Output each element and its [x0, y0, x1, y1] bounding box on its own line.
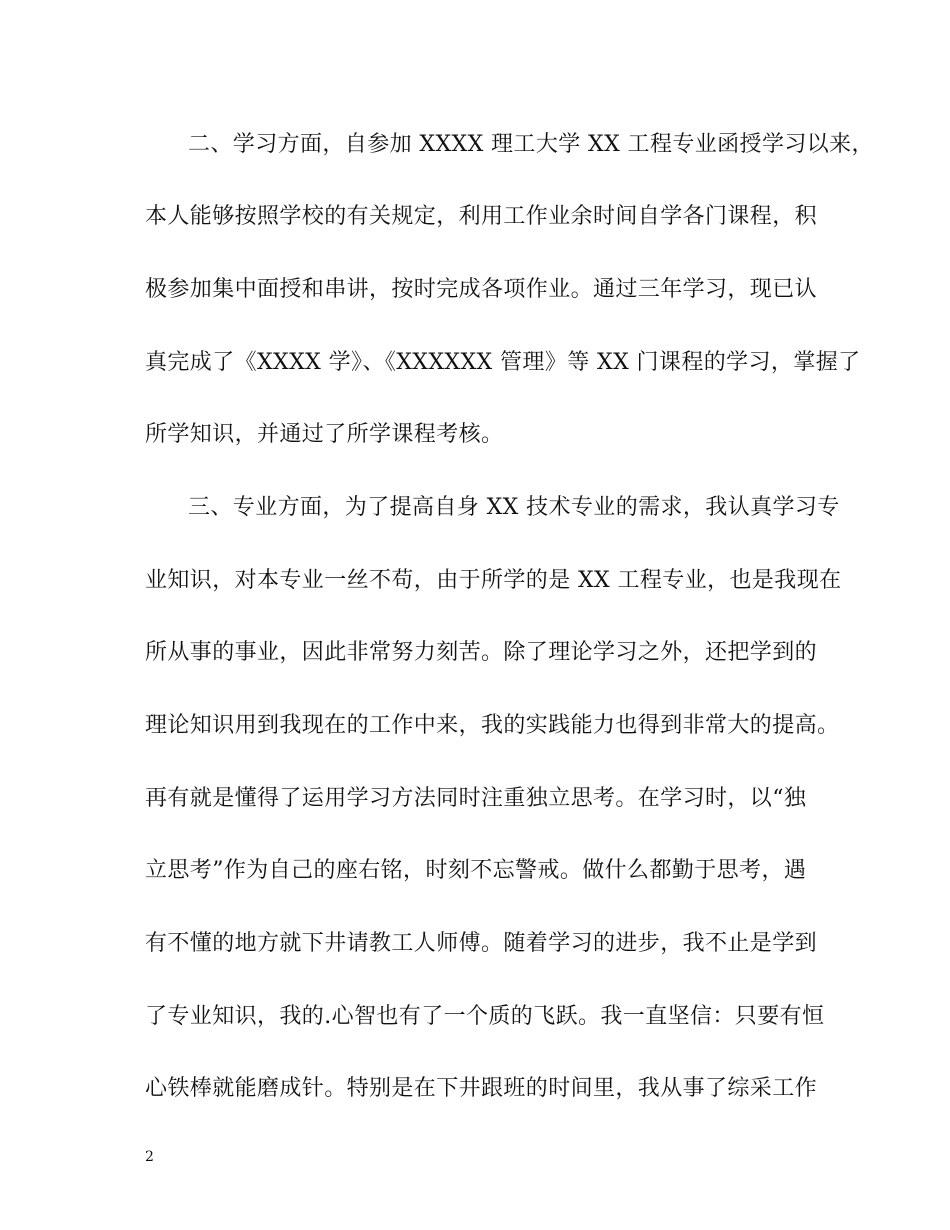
paragraph-line: 三、专业方面，为了提高自身 XX 技术专业的需求，我认真学习专 — [188, 495, 840, 520]
paragraph-line: 业知识，对本专业一丝不苟，由于所学的是 XX 工程专业，也是我现在 — [145, 568, 842, 593]
paragraph-line: 真完成了《XXXX 学》、《XXXXXX 管理》等 XX 门课程的学习，掌握了 — [145, 350, 861, 375]
page-number: 2 — [145, 1149, 154, 1165]
paragraph-line: 所学知识，并通过了所学课程考核。 — [145, 422, 504, 447]
paragraph-line: 心铁棒就能磨成针。特别是在下井跟班的时间里，我从事了综采工作 — [145, 1076, 818, 1101]
paragraph-line: 二、学习方面，自参加 XXXX 理工大学 XX 工程专业函授学习以来， — [188, 132, 874, 157]
paragraph-line: 了专业知识，我的.心智也有了一个质的飞跃。我一直坚信：只要有恒 — [145, 1004, 825, 1029]
paragraph-line: 所从事的事业，因此非常努力刻苦。除了理论学习之外，还把学到的 — [145, 640, 818, 665]
paragraph-line: 理论知识用到我现在的工作中来，我的实践能力也得到非常大的提高。 — [145, 713, 840, 738]
paragraph-line: 极参加集中面授和串讲，按时完成各项作业。通过三年学习，现已认 — [145, 277, 818, 302]
paragraph-line: 有不懂的地方就下井请教工人师傅。随着学习的进步，我不止是学到 — [145, 931, 818, 956]
paragraph-line: 立思考”作为自己的座右铭，时刻不忘警戒。做什么都勤于思考，遇 — [145, 858, 807, 883]
paragraph-line: 本人能够按照学校的有关规定，利用工作业余时间自学各门课程，积 — [145, 204, 818, 229]
paragraph-line: 再有就是懂得了运用学习方法同时注重独立思考。在学习时，以“独 — [145, 786, 807, 811]
